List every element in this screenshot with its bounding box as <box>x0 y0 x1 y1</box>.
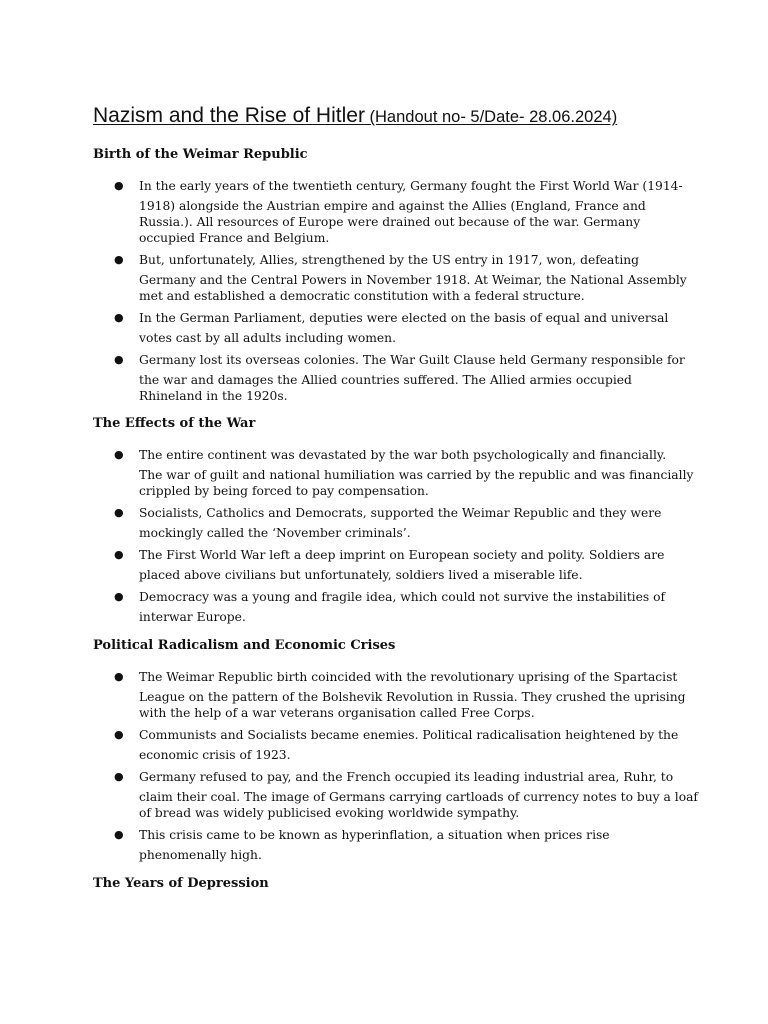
text-line: of bread was widely publicised evoking worldwide sympathy. <box>139 806 520 820</box>
text-line: crippled by being forced to pay compensation. <box>139 484 429 498</box>
bullet-icon: ● <box>114 770 124 783</box>
list-item-text <box>139 310 684 346</box>
section-heading: The Effects of the War <box>93 416 256 431</box>
list-item <box>0 669 768 721</box>
list-item <box>0 769 768 821</box>
section-list <box>0 669 768 869</box>
bullet-icon: ● <box>114 728 124 741</box>
bullet-icon: ● <box>114 179 124 192</box>
text-line: The war of guilt and national humiliation was carried by the republic and was financially <box>139 468 694 482</box>
list-item <box>0 505 768 541</box>
text-line: In the early years of the twentieth century, Germany fought the First World War (1914- <box>139 179 683 193</box>
text-line: placed above civilians but unfortunately, soldiers lived a miserable life. <box>139 568 583 582</box>
list-item-text <box>139 547 684 583</box>
text-line: interwar Europe. <box>139 610 246 624</box>
section-heading: Birth of the Weimar Republic <box>93 147 308 162</box>
list-item-text <box>139 827 684 863</box>
text-line: Russia.). All resources of Europe were drained out because of the war. Germany <box>139 215 641 229</box>
text-line: The First World War left a deep imprint on European society and polity. Soldiers are <box>139 548 665 562</box>
bullet-icon: ● <box>114 353 124 366</box>
list-item-text <box>139 769 698 821</box>
list-item-text <box>139 252 687 304</box>
bullet-icon: ● <box>114 548 124 561</box>
list-item-text <box>139 727 684 763</box>
text-line: Democracy was a young and fragile idea, which could not survive the instabilities of <box>139 590 666 604</box>
section-heading: Political Radicalism and Economic Crises <box>93 638 396 653</box>
text-line: Germany lost its overseas colonies. The War Guilt Clause held Germany responsible for <box>139 353 685 367</box>
section-list <box>0 178 768 410</box>
list-item <box>0 352 768 404</box>
list-item <box>0 310 768 346</box>
title-subtitle: (Handout no- 5/Date- 28.06.2024) <box>364 108 618 126</box>
section-list <box>0 447 768 631</box>
text-line: This crisis came to be known as hyperinflation, a situation when prices rise <box>139 828 610 842</box>
list-item-text <box>139 447 694 499</box>
document-title <box>93 104 733 128</box>
list-item <box>0 252 768 304</box>
text-line: The entire continent was devastated by the war both psychologically and financially. <box>139 448 667 462</box>
text-line: In the German Parliament, deputies were elected on the basis of equal and universal <box>139 311 669 325</box>
text-line: met and established a democratic constitution with a federal structure. <box>139 289 585 303</box>
text-line: mockingly called the ‘November criminals’. <box>139 526 411 540</box>
bullet-icon: ● <box>114 253 124 266</box>
text-line: Germany and the Central Powers in November 1918. At Weimar, the National Assembly <box>139 273 687 287</box>
text-line: League on the pattern of the Bolshevik Revolution in Russia. They crushed the uprising <box>139 690 686 704</box>
text-line: votes cast by all adults including women. <box>139 331 397 345</box>
bullet-icon: ● <box>114 448 124 461</box>
bullet-icon: ● <box>114 311 124 324</box>
bullet-icon: ● <box>114 828 124 841</box>
list-item <box>0 547 768 583</box>
list-item-text <box>139 669 684 721</box>
list-item-text <box>139 352 684 404</box>
text-line: phenomenally high. <box>139 848 262 862</box>
section-heading: The Years of Depression <box>93 876 269 891</box>
text-line: occupied France and Belgium. <box>139 231 330 245</box>
list-item <box>0 827 768 863</box>
text-line: claim their coal. The image of Germans carrying cartloads of currency notes to buy a loaf <box>139 790 698 804</box>
bullet-icon: ● <box>114 506 124 519</box>
list-item <box>0 178 768 246</box>
text-line: economic crisis of 1923. <box>139 748 291 762</box>
bullet-icon: ● <box>114 590 124 603</box>
text-line: Germany refused to pay, and the French occupied its leading industrial area, Ruhr, to <box>139 770 674 784</box>
text-line: But, unfortunately, Allies, strengthened by the US entry in 1917, won, defeating <box>139 253 640 267</box>
list-item <box>0 447 768 499</box>
list-item-text <box>139 178 684 246</box>
text-line: with the help of a war veterans organisation called Free Corps. <box>139 706 535 720</box>
list-item-text <box>139 589 684 625</box>
text-line: 1918) alongside the Austrian empire and against the Allies (England, France and <box>139 199 646 213</box>
text-line: Communists and Socialists became enemies. Political radicalisation heightened by the <box>139 728 679 742</box>
text-line: the war and damages the Allied countries suffered. The Allied armies occupied <box>139 373 632 387</box>
list-item-text <box>139 505 684 541</box>
text-line: Rhineland in the 1920s. <box>139 389 288 403</box>
text-line: Socialists, Catholics and Democrats, supported the Weimar Republic and they were <box>139 506 662 520</box>
title-main: Nazism and the Rise of Hitler <box>93 104 365 127</box>
text-line: The Weimar Republic birth coincided with the revolutionary uprising of the Spartacist <box>139 670 678 684</box>
list-item <box>0 727 768 763</box>
bullet-icon: ● <box>114 670 124 683</box>
list-item <box>0 589 768 625</box>
